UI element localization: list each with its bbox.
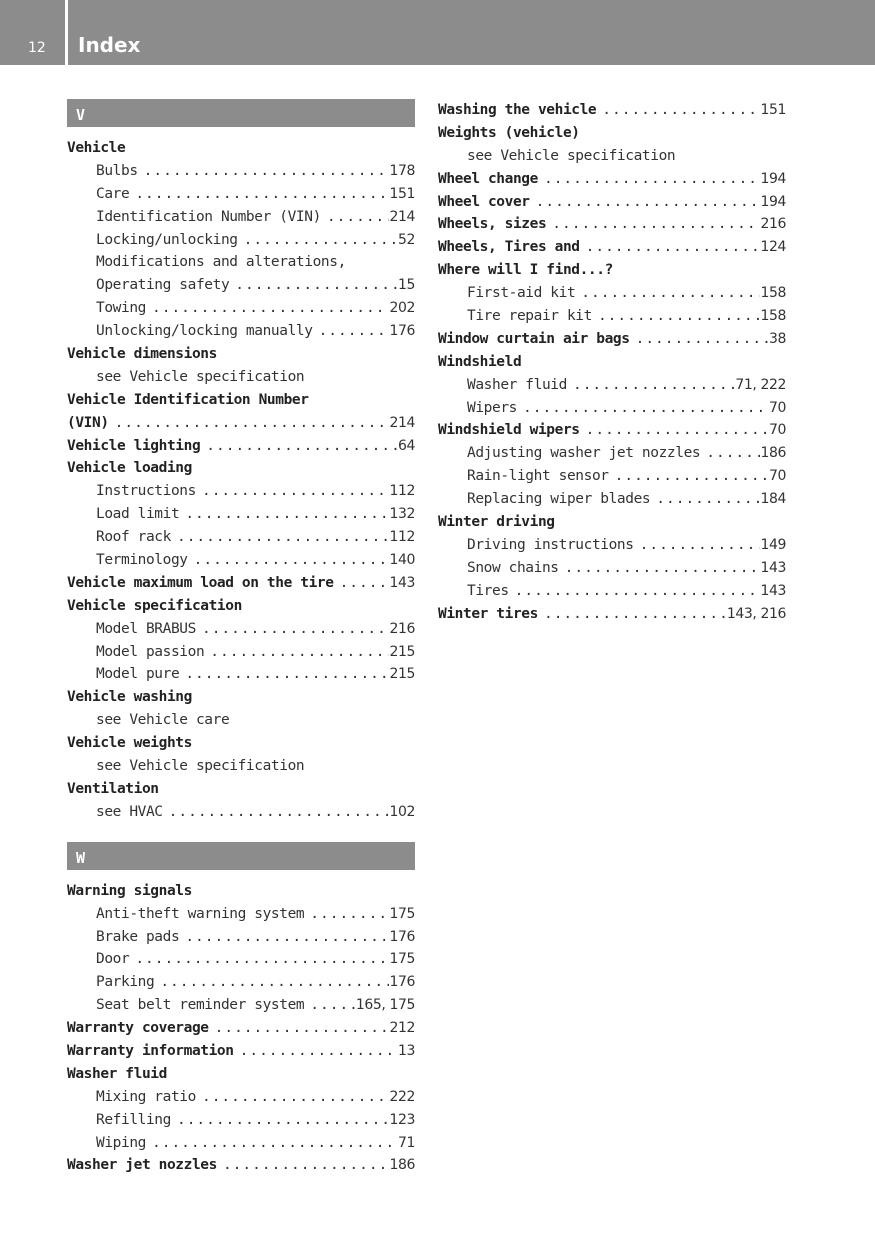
page-reference: 186: [389, 1157, 415, 1174]
index-entry: [438, 122, 786, 145]
dot-leader: [196, 618, 390, 641]
dot-leader: [129, 183, 389, 206]
index-subentry: [67, 618, 415, 641]
index-subentry: [67, 709, 415, 732]
entry-label: Refilling: [96, 1111, 171, 1128]
entry-label: Vehicle lighting: [67, 437, 201, 454]
dot-leader: [559, 557, 761, 580]
section-letter-w: W: [67, 842, 415, 870]
index-entry: [438, 511, 786, 534]
index-column-right: [438, 99, 786, 625]
page-reference: 70: [768, 422, 786, 439]
page-reference: 13: [397, 1042, 415, 1059]
entry-label: Vehicle: [67, 140, 126, 156]
index-subentry: [67, 663, 415, 686]
page-reference: 151: [760, 102, 786, 118]
page-reference: 112: [389, 529, 415, 546]
index-subentry: [67, 366, 415, 389]
entry-label: Warranty coverage: [67, 1020, 209, 1037]
index-entry: [67, 880, 415, 903]
index-subentry: [67, 755, 415, 778]
dot-leader: [171, 1109, 390, 1132]
dot-leader: [234, 1040, 398, 1063]
header-divider: [65, 0, 68, 65]
entry-label: Warranty information: [67, 1042, 234, 1059]
index-subentry: [67, 994, 415, 1017]
entry-label: Instructions: [96, 483, 196, 500]
dot-leader: [313, 320, 390, 343]
entry-label: Washer fluid: [67, 1065, 167, 1082]
entry-label: Tires: [467, 582, 509, 599]
dot-leader: [304, 903, 389, 926]
dot-leader: [334, 572, 390, 595]
dot-leader: [200, 435, 398, 458]
page-reference: 215: [389, 643, 415, 660]
index-subentry: [67, 971, 415, 994]
index-subentry: [67, 903, 415, 926]
entry-label: Where will I find...?: [438, 262, 613, 279]
index-subentry: [67, 251, 415, 274]
entry-label: Window curtain air bags: [438, 330, 630, 347]
entry-label: Care: [96, 185, 130, 202]
entry-label: Modifications and alterations,: [96, 254, 346, 271]
entry-label: Winter driving: [438, 514, 555, 531]
page-reference: 132: [389, 506, 415, 523]
entry-label: Rain-light sensor: [467, 468, 609, 485]
entry-label: Unlocking/locking manually: [96, 323, 313, 340]
index-subentry: [67, 206, 415, 229]
entry-label: Operating safety: [96, 277, 230, 294]
entry-label: Vehicle Identification Number: [67, 391, 309, 408]
dot-leader: [700, 442, 760, 465]
entry-label: Seat belt reminder system: [96, 997, 305, 1014]
page-reference: 52: [397, 231, 415, 248]
index-subentry: [67, 549, 415, 572]
page-reference: 70: [768, 399, 786, 416]
page-reference: 176: [389, 928, 415, 945]
index-subentry: [67, 948, 415, 971]
dot-leader: [129, 948, 389, 971]
index-subentry: [67, 641, 415, 664]
index-subentry: [67, 503, 415, 526]
entry-label: Roof rack: [96, 529, 171, 546]
index-entry: [67, 1040, 415, 1063]
index-entry: [67, 1017, 415, 1040]
page-number: 12: [28, 40, 46, 56]
page-reference: 64: [397, 437, 415, 454]
entry-label: see Vehicle care: [96, 712, 230, 729]
page-reference: 216: [389, 620, 415, 637]
dot-leader: [304, 994, 356, 1017]
entry-label: Wheels, Tires and: [438, 239, 580, 256]
dot-leader: [196, 1086, 390, 1109]
entry-label: Wiping: [96, 1134, 146, 1151]
index-subentry: [67, 297, 415, 320]
dot-leader: [109, 412, 390, 435]
dot-leader: [154, 971, 389, 994]
page-reference: 140: [389, 552, 415, 569]
index-entry: [67, 572, 415, 595]
page-reference: 143: [760, 582, 786, 599]
index-entry: [67, 435, 415, 458]
index-entry: [67, 778, 415, 801]
page-reference: 175: [389, 951, 415, 968]
dot-leader: [146, 297, 389, 320]
index-subentry: [438, 442, 786, 465]
index-subentry: [438, 374, 786, 397]
header-bar: [0, 0, 875, 65]
index-subentry: [438, 305, 786, 328]
entry-label: Locking/unlocking: [96, 231, 238, 248]
page-reference: 158: [760, 285, 786, 302]
page-reference: 165, 175: [355, 997, 415, 1014]
index-subentry: [67, 1132, 415, 1155]
entry-label: Winter tires: [438, 605, 538, 622]
dot-leader: [179, 926, 389, 949]
dot-leader: [229, 274, 398, 297]
dot-leader: [517, 397, 769, 420]
page-reference: 71: [397, 1134, 415, 1151]
index-subentry: [67, 274, 415, 297]
dot-leader: [546, 213, 760, 236]
page-reference: 38: [768, 330, 786, 347]
dot-leader: [163, 801, 390, 824]
entry-label: Towing: [96, 300, 146, 317]
dot-leader: [238, 229, 398, 252]
entry-label: Wipers: [467, 399, 517, 416]
dot-leader: [188, 549, 390, 572]
index-subentry: [438, 557, 786, 580]
index-subentry: [67, 1109, 415, 1132]
entry-label: see Vehicle specification: [467, 147, 676, 164]
dot-leader: [530, 191, 761, 214]
page-reference: 71, 222: [735, 376, 786, 393]
page-reference: 143, 216: [726, 605, 786, 622]
entry-label: Model BRABUS: [96, 620, 196, 637]
dot-leader: [650, 488, 760, 511]
entry-label: Washing the vehicle: [438, 102, 597, 118]
entry-label: Anti-theft warning system: [96, 905, 305, 922]
index-subentry: [67, 1086, 415, 1109]
entry-label: Load limit: [96, 506, 180, 523]
index-entry: [67, 457, 415, 480]
page-reference: 222: [389, 1088, 415, 1105]
page-reference: 70: [768, 468, 786, 485]
entry-label: Model pure: [96, 666, 180, 683]
page-reference: 176: [389, 974, 415, 991]
dot-leader: [179, 663, 389, 686]
entry-label: Driving instructions: [467, 536, 634, 553]
entry-label: Replacing wiper blades: [467, 491, 651, 508]
entry-label: Wheel change: [438, 170, 538, 187]
dot-leader: [580, 419, 769, 442]
index-subentry: [67, 526, 415, 549]
index-entry: [67, 595, 415, 618]
dot-leader: [634, 534, 761, 557]
entry-label: see Vehicle specification: [96, 368, 305, 385]
entry-label: Wheel cover: [438, 193, 530, 210]
entry-label: Brake pads: [96, 928, 180, 945]
entry-label: Windshield wipers: [438, 422, 580, 439]
dot-leader: [217, 1154, 390, 1177]
dot-leader: [321, 206, 390, 229]
index-entry: [67, 1154, 415, 1177]
index-entry: [438, 236, 786, 259]
entry-label: Ventilation: [67, 780, 159, 797]
index-subentry: [438, 488, 786, 511]
dot-leader: [575, 282, 760, 305]
index-entry: [438, 213, 786, 236]
entry-label: Washer fluid: [467, 376, 567, 393]
entry-label: (VIN): [67, 414, 109, 431]
entry-label: Vehicle dimensions: [67, 346, 217, 363]
index-entry: [67, 389, 415, 412]
entry-label: Vehicle washing: [67, 689, 192, 706]
entry-label: Wheels, sizes: [438, 216, 547, 233]
entry-label: Warning signals: [67, 882, 192, 899]
page-reference: 184: [760, 491, 786, 508]
page-reference: 123: [389, 1111, 415, 1128]
index-entry: [67, 343, 415, 366]
page-reference: 112: [389, 483, 415, 500]
index-entry: [438, 328, 786, 351]
index-subentry: [438, 145, 786, 168]
index-subentry: [67, 926, 415, 949]
entry-label: Tire repair kit: [467, 308, 592, 325]
index-subentry: [67, 480, 415, 503]
dot-leader: [209, 1017, 390, 1040]
entry-label: Snow chains: [467, 559, 559, 576]
page-reference: 186: [760, 445, 786, 462]
entry-label: see Vehicle specification: [96, 758, 305, 775]
dot-leader: [171, 526, 390, 549]
dot-leader: [179, 503, 389, 526]
entry-label: Weights (vehicle): [438, 124, 580, 141]
dot-leader: [196, 480, 390, 503]
dot-leader: [580, 236, 761, 259]
page-reference: 143: [760, 559, 786, 576]
index-entry: [67, 732, 415, 755]
index-subentry: [67, 183, 415, 206]
dot-leader: [538, 603, 727, 626]
page-reference: 158: [760, 308, 786, 325]
page-reference: 194: [760, 193, 786, 210]
page-reference: 215: [389, 666, 415, 683]
entry-label: Parking: [96, 974, 155, 991]
page-reference: 216: [760, 216, 786, 233]
entry-label: Vehicle loading: [67, 460, 192, 477]
page-reference: 15: [397, 277, 415, 294]
page-reference: 102: [389, 803, 415, 820]
index-entry: [67, 137, 415, 160]
entry-label: Vehicle maximum load on the tire: [67, 574, 334, 591]
dot-leader: [567, 374, 735, 397]
entry-label: Windshield: [438, 353, 522, 370]
index-entry: [438, 603, 786, 626]
index-subentry: [438, 465, 786, 488]
index-entry: [438, 259, 786, 282]
dot-leader: [592, 305, 761, 328]
index-subentry: [438, 397, 786, 420]
dot-leader: [138, 160, 390, 183]
index-entry: [67, 686, 415, 709]
index-subentry: [67, 801, 415, 824]
page-reference: 214: [389, 208, 415, 225]
dot-leader: [146, 1132, 398, 1155]
index-subentry: [438, 534, 786, 557]
index-entry: [67, 1063, 415, 1086]
page-title: Index: [78, 33, 141, 57]
dot-leader: [630, 328, 769, 351]
index-entry: [67, 412, 415, 435]
page-reference: 194: [760, 170, 786, 187]
section-letter-v: V: [67, 99, 415, 127]
entry-label: Terminology: [96, 552, 188, 569]
entry-label: Identification Number (VIN): [96, 208, 321, 225]
entry-label: Washer jet nozzles: [67, 1157, 217, 1174]
page-reference: 178: [389, 162, 415, 179]
index-entry: [438, 168, 786, 191]
dot-leader: [538, 168, 761, 191]
entry-label: Vehicle weights: [67, 735, 192, 752]
page-reference: 176: [389, 323, 415, 340]
entry-label: see HVAC: [96, 803, 163, 820]
entry-label: Vehicle specification: [67, 597, 242, 614]
entry-label: Door: [96, 951, 130, 968]
page-reference: 214: [389, 414, 415, 431]
index-subentry: [438, 580, 786, 603]
index-subentry: [67, 160, 415, 183]
page-reference: 202: [389, 300, 415, 317]
index-column-left: [67, 99, 415, 1177]
page-reference: 175: [389, 905, 415, 922]
index-subentry: [67, 320, 415, 343]
index-entry: [438, 191, 786, 214]
dot-leader: [596, 99, 760, 122]
page-reference: 151: [389, 185, 415, 202]
index-entry: [438, 351, 786, 374]
entry-label: Mixing ratio: [96, 1088, 196, 1105]
entry-label: Model passion: [96, 643, 205, 660]
page-reference: 212: [389, 1020, 415, 1037]
index-entry: [438, 99, 786, 122]
index-subentry: [438, 282, 786, 305]
index-entry: [438, 419, 786, 442]
dot-leader: [509, 580, 761, 603]
page-reference: 124: [760, 239, 786, 256]
page-reference: 143: [389, 574, 415, 591]
entry-label: First-aid kit: [467, 285, 576, 302]
entry-label: Adjusting washer jet nozzles: [467, 445, 701, 462]
dot-leader: [609, 465, 769, 488]
index-subentry: [67, 229, 415, 252]
page-reference: 149: [760, 536, 786, 553]
dot-leader: [204, 641, 389, 664]
entry-label: Bulbs: [96, 162, 138, 179]
